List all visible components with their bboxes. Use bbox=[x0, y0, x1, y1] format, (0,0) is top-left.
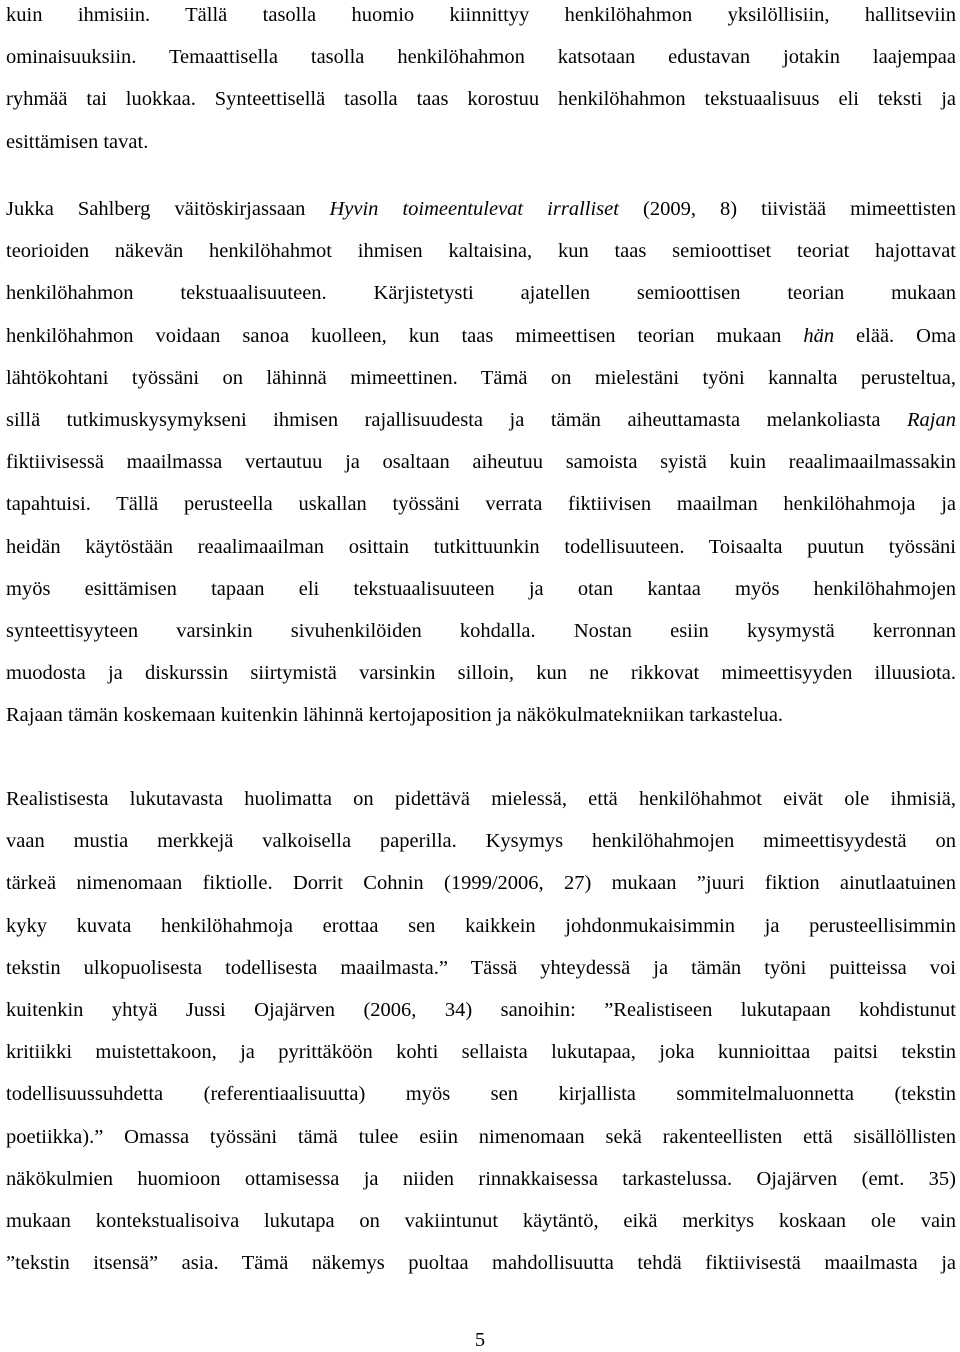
text-line: kuin ihmisiin. Tällä tasolla huomio kiinnittyy henkilöhahmon yksilöllisiin, hallitseviin bbox=[6, 4, 956, 26]
page-number: 5 bbox=[474, 1329, 486, 1351]
text-line: lähtökohtani työssäni on lähinnä mimeettinen. Tämä on mielestäni työni kannalta perusteltua, bbox=[6, 366, 956, 389]
text-line: mukaan kontekstualisoiva lukutapa on vakiintunut käytäntö, eikä merkitys koskaan ole vain bbox=[6, 1210, 956, 1232]
text-segment: elää. Oma bbox=[834, 324, 956, 347]
text-line: muodosta ja diskurssin siirtymistä varsinkin silloin, kun ne rikkovat mimeettisyyden illuusiota. bbox=[6, 662, 956, 685]
italic-text: Hyvin toimeentulevat irralliset bbox=[329, 198, 619, 220]
text-segment: Jukka Sahlberg väitöskirjassaan bbox=[6, 198, 330, 220]
text-line: myös esittämisen tapaan eli tekstuaalisuuteen ja otan kantaa myös henkilöhahmojen bbox=[6, 577, 956, 600]
text-line: poetiikka).” Omassa työssäni tämä tulee esiin nimenomaan sekä rakenteellisten että sisällöllisten bbox=[6, 1125, 956, 1148]
text-line: tekstin ulkopuolisesta todellisesta maailmasta.” Tässä yhteydessä ja tämän työni puitteissa voi bbox=[6, 956, 956, 979]
text-line: kritiikki muistettakoon, ja pyrittäköön kohti sellaista lukutapaa, joka kunnioittaa paitsi tekstin bbox=[6, 1041, 956, 1064]
text-line: todellisuussuhdetta (referentiaalisuutta) myös sen kirjallista sommitelmaluonnetta (tekstin bbox=[6, 1083, 956, 1106]
text-segment: henkilöhahmon voidaan sanoa kuolleen, kun taas mimeettisen teorian mukaan bbox=[6, 324, 804, 347]
text-line bbox=[6, 194, 956, 224]
text-line: ominaisuuksiin. Temaattisella tasolla henkilöhahmon katsotaan edustavan jotakin laajempaa bbox=[6, 46, 956, 69]
text-segment: (2009, 8) tiivistää mimeettisten bbox=[618, 198, 956, 220]
text-line: ”tekstin itsensä” asia. Tämä näkemys puoltaa mahdollisuutta tehdä fiktiivisestä maailmasta ja bbox=[6, 1252, 956, 1275]
italic-text: hän bbox=[803, 324, 835, 347]
text-line: Rajaan tämän koskemaan kuitenkin lähinnä kertojaposition ja näkökulmatekniikan tarkastelua. bbox=[6, 704, 784, 727]
text-line: teorioiden näkevän henkilöhahmot ihmisen kaltaisina, kun taas semioottiset teoriat hajottavat bbox=[6, 240, 956, 263]
text-line: kyky kuvata henkilöhahmoja erottaa sen kaikkein johdonmukaisimmin ja perusteellisimmin bbox=[6, 914, 956, 937]
text-line: heidän käytöstään reaalimaailman osittain tutkittuunkin todellisuuteen. Toisaalta puutun työssäni bbox=[6, 535, 956, 558]
text-line: vaan mustia merkkejä valkoisella paperilla. Kysymys henkilöhahmojen mimeettisyydestä on bbox=[6, 830, 956, 853]
text-line bbox=[6, 405, 956, 435]
text-line: näkökulmien huomioon ottamisessa ja niiden rinnakkaisessa tarkastelussa. Ojajärven (emt. 35) bbox=[6, 1167, 956, 1190]
text-line: kuitenkin yhtyä Jussi Ojajärven (2006, 34) sanoihin: ”Realistiseen lukutapaan kohdistunut bbox=[6, 999, 956, 1021]
text-segment: sillä tutkimuskysymykseni ihmisen rajallisuudesta ja tämän aiheuttamasta melankoliasta bbox=[6, 409, 908, 431]
text-line: tapahtuisi. Tällä perusteella uskallan työssäni verrata fiktiivisen maailman henkilöhahmoja ja bbox=[6, 493, 956, 516]
italic-text: Rajan bbox=[907, 409, 956, 431]
text-line: Realistisesta lukutavasta huolimatta on pidettävä mielessä, että henkilöhahmot eivät ole ihmisiä, bbox=[6, 788, 956, 810]
text-line: tärkeä nimenomaan fiktiolle. Dorrit Cohnin (1999/2006, 27) mukaan ”juuri fiktion ainutlaatuinen bbox=[6, 872, 956, 895]
text-line: ryhmää tai luokkaa. Synteettisellä tasolla taas korostuu henkilöhahmon tekstuaalisuus eli teksti ja bbox=[6, 88, 956, 111]
text-line: fiktiivisessä maailmassa vertautuu ja osaltaan aiheutuu samoista syistä kuin reaalimaailmassakin bbox=[6, 451, 956, 474]
text-line bbox=[6, 321, 956, 351]
text-line: synteettisyyteen varsinkin sivuhenkilöiden kohdalla. Nostan esiin kysymystä kerronnan bbox=[6, 620, 956, 642]
text-line: esittämisen tavat. bbox=[6, 130, 149, 153]
text-line: henkilöhahmon tekstuaalisuuteen. Kärjistetysti ajatellen semioottisen teorian mukaan bbox=[6, 282, 956, 305]
